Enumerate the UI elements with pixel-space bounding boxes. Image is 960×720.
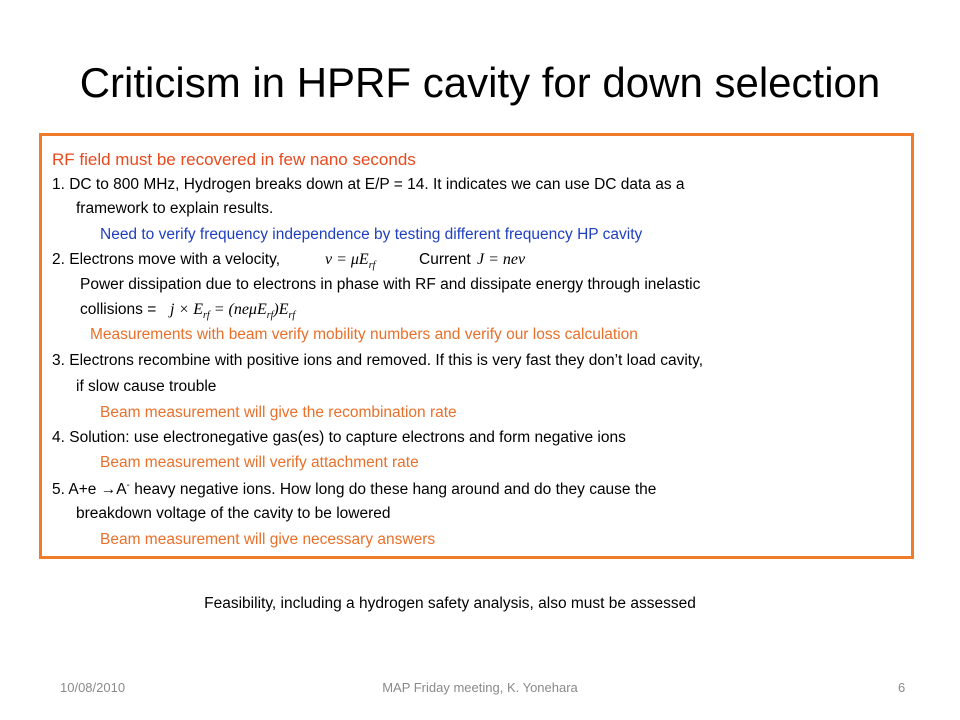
item-4-note: Beam measurement will verify attachment rate bbox=[100, 454, 419, 471]
footer-date: 10/08/2010 bbox=[60, 680, 126, 695]
item-3-line-2: if slow cause trouble bbox=[76, 378, 217, 395]
box-heading: RF field must be recovered in few nano seconds bbox=[52, 150, 416, 169]
item-4-line-1: 4. Solution: use electronegative gas(es) to capture electrons and form negative ions bbox=[52, 429, 626, 446]
item-3-note: Beam measurement will give the recombination rate bbox=[100, 404, 457, 421]
footer-page-number: 6 bbox=[898, 680, 906, 695]
item-5-note: Beam measurement will give necessary answers bbox=[100, 531, 436, 548]
item-2-line-1: 2. Electrons move with a velocity, bbox=[52, 251, 280, 268]
item-1-line-1: 1. DC to 800 MHz, Hydrogen breaks down at E/P = 14. It indicates we can use DC data as a bbox=[52, 176, 685, 193]
feasibility-note: Feasibility, including a hydrogen safety analysis, also must be assessed bbox=[204, 595, 696, 612]
footer-center: MAP Friday meeting, K. Yonehara bbox=[382, 680, 578, 695]
slide-title: Criticism in HPRF cavity for down selection bbox=[79, 59, 881, 106]
content-box bbox=[39, 133, 914, 559]
item-2-line-2: Power dissipation due to electrons in phase with RF and dissipate energy through inelastic bbox=[80, 276, 701, 293]
current-formula: J = nev bbox=[477, 251, 526, 268]
item-2-note: Measurements with beam verify mobility numbers and verify our loss calculation bbox=[90, 326, 638, 343]
item-1-note: Need to verify frequency independence by testing different frequency HP cavity bbox=[100, 226, 643, 243]
current-label: Current bbox=[419, 251, 471, 268]
item-5-line-1: 5. A+e →A- heavy negative ions. How long do these hang around and do they cause the bbox=[52, 480, 657, 499]
power-formula: $j \times E_{rf} = (ne\mu E_{rf})E_{rf}$ bbox=[170, 301, 296, 322]
velocity-formula: $v = \mu E_{rf}$ bbox=[325, 251, 376, 272]
item-5-line-2: breakdown voltage of the cavity to be lowered bbox=[76, 505, 391, 522]
item-3-line-1: 3. Electrons recombine with positive ions and removed. If this is very fast they don’t load cavity, bbox=[52, 352, 704, 369]
item-1-line-2: framework to explain results. bbox=[76, 200, 274, 217]
item-2-line-3: collisions = bbox=[80, 301, 157, 318]
